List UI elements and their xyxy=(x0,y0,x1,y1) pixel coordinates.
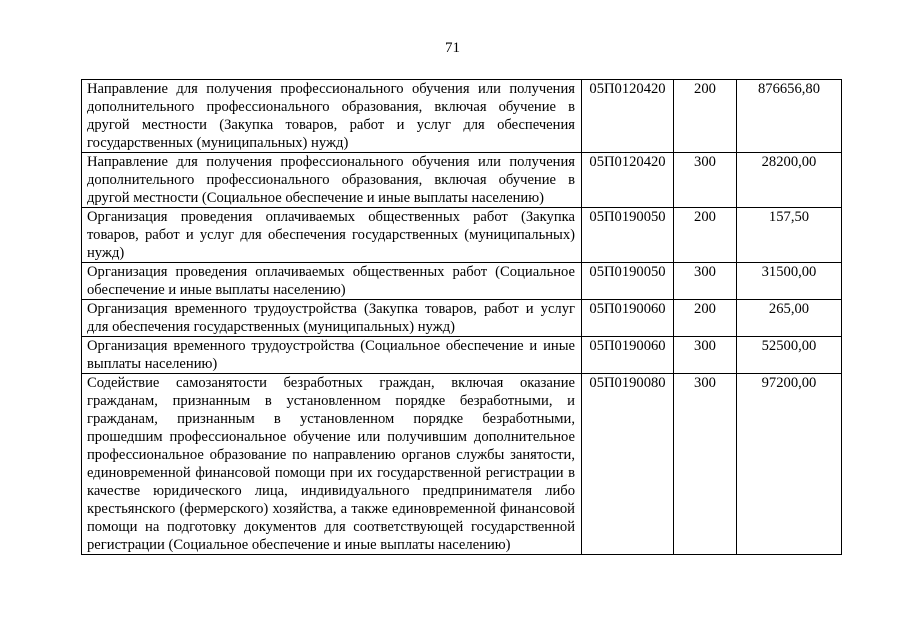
row-amount: 157,50 xyxy=(737,208,842,263)
row-amount: 28200,00 xyxy=(737,153,842,208)
row-amount: 876656,80 xyxy=(737,80,842,153)
table-row xyxy=(82,263,842,300)
row-amount: 97200,00 xyxy=(737,374,842,555)
row-description-cell xyxy=(82,153,582,208)
row-amount: 31500,00 xyxy=(737,263,842,300)
table-row xyxy=(82,153,842,208)
row-description-cell xyxy=(82,374,582,555)
row-code: 05П0120420 xyxy=(582,153,674,208)
table-row xyxy=(82,80,842,153)
row-expense-type: 300 xyxy=(674,374,737,555)
row-description: Направление для получения профессионального обучения или получения дополнительного профессионального образования, включая обучение в другой местности (Закупка товаров, работ и услуг для обеспечения государственных (муниципальных) нужд) xyxy=(87,81,575,151)
row-code: 05П0190060 xyxy=(582,300,674,337)
row-code: 05П0190080 xyxy=(582,374,674,555)
row-code: 05П0190060 xyxy=(582,337,674,374)
row-expense-type: 300 xyxy=(674,153,737,208)
row-description-cell xyxy=(82,300,582,337)
page-number: 71 xyxy=(445,40,460,56)
table-row xyxy=(82,337,842,374)
row-code: 05П0190050 xyxy=(582,263,674,300)
row-description: Организация временного трудоустройства (Закупка товаров, работ и услуг для обеспечения государственных (муниципальных) нужд) xyxy=(87,301,575,335)
row-description-cell xyxy=(82,337,582,374)
row-amount: 52500,00 xyxy=(737,337,842,374)
row-code: 05П0120420 xyxy=(582,80,674,153)
row-expense-type: 300 xyxy=(674,337,737,374)
row-amount: 265,00 xyxy=(737,300,842,337)
row-description: Организация временного трудоустройства (Социальное обеспечение и иные выплаты населению) xyxy=(87,338,575,372)
row-code: 05П0190050 xyxy=(582,208,674,263)
budget-table-body xyxy=(82,80,842,555)
budget-table xyxy=(81,79,842,555)
row-description: Организация проведения оплачиваемых общественных работ (Социальное обеспечение и иные выплаты населению) xyxy=(87,264,575,298)
row-description-cell xyxy=(82,208,582,263)
table-row xyxy=(82,374,842,555)
row-description-cell xyxy=(82,263,582,300)
row-description: Содействие самозанятости безработных граждан, включая оказание гражданам, признанным в установленном порядке безработными, и гражданам, признанным в установленном порядке безработными, прошедшим профессиональное обучение или получившим дополнительное профессиональное образование по направлению органов службы занятости, единовременной финансовой помощи при их государственной регистрации в качестве юридического лица, индивидуального предпринимателя либо крестьянского (фермерского) хозяйства, а также единовременной финансовой помощи на подготовку документов для соответствующей государственной регистрации (Социальное обеспечение и иные выплаты населению) xyxy=(87,375,575,553)
table-row xyxy=(82,300,842,337)
table-row xyxy=(82,208,842,263)
row-expense-type: 200 xyxy=(674,208,737,263)
row-expense-type: 200 xyxy=(674,80,737,153)
row-description: Организация проведения оплачиваемых общественных работ (Закупка товаров, работ и услуг для обеспечения государственных (муниципальных) нужд) xyxy=(87,209,575,261)
row-expense-type: 200 xyxy=(674,300,737,337)
row-description-cell xyxy=(82,80,582,153)
row-description: Направление для получения профессионального обучения или получения дополнительного профессионального образования, включая обучение в другой местности (Социальное обеспечение и иные выплаты населению) xyxy=(87,154,575,206)
row-expense-type: 300 xyxy=(674,263,737,300)
